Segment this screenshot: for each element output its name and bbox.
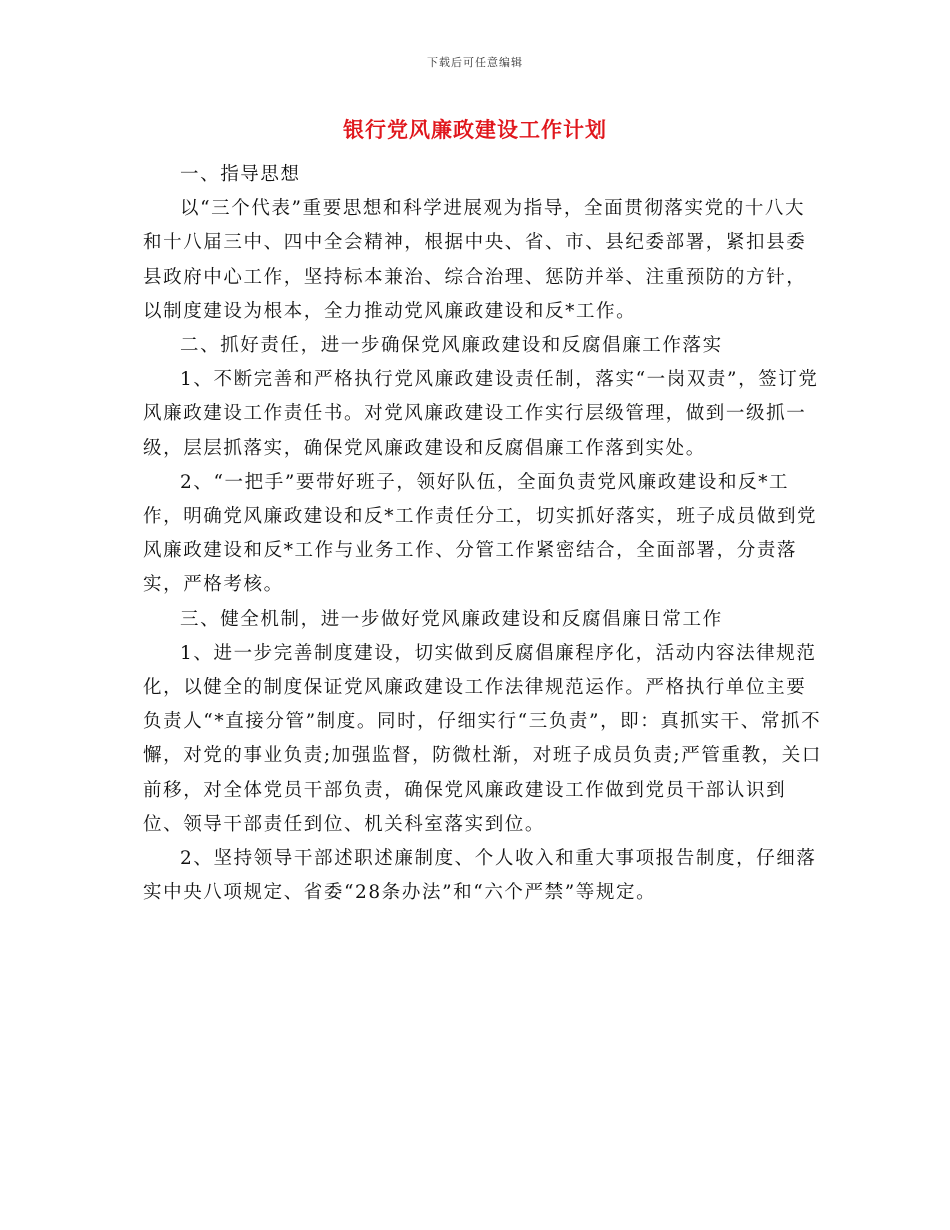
paragraph: 2、坚持领导干部述职述廉制度、个人收入和重大事项报告制度，仔细落实中央八项规定、省委“28条办法”和“六个严禁”等规定。 (143, 848, 817, 904)
document-body (143, 158, 823, 910)
section-heading-responsibility: 二、抓好责任，进一步确保党风廉政建设和反腐倡廉工作落实 (180, 335, 723, 357)
document-title: 银行党风廉政建设工作计划 (343, 117, 607, 142)
paragraph: 2、“一把手”要带好班子，领好队伍，全面负责党风廉政建设和反*工作，明确党风廉政建设和反*工作责任分工，切实抓好落实，班子成员做到党风廉政建设和反*工作与业务工作、分管工作紧密结合，全面部署，分责落实，严格考核。 (143, 471, 818, 596)
paragraph: 1、进一步完善制度建设，切实做到反腐倡廉程序化，活动内容法律规范化，以健全的制度保证党风廉政建设工作法律规范运作。严格执行单位主要负责人“*直接分管”制度。同时，仔细实行“三负责”，即：真抓实干、常抓不懈，对党的事业负责;加强监督，防微杜渐，对班子成员负责;严管重教，关口前移，对全体党员干部负责，确保党风廉政建设工作做到党员干部认识到位、领导干部责任到位、机关科室落实到位。 (143, 642, 822, 835)
section-heading-guiding-ideology: 一、指导思想 (180, 164, 301, 185)
paragraph: 以“三个代表”重要思想和科学进展观为指导，全面贯彻落实党的十八大和十八届三中、四中全会精神，根据中央、省、市、县纪委部署，紧扣县委县政府中心工作，坚持标本兼治、综合治理、惩防并举、注重预防的方针，以制度建设为根本，全力推动党风廉政建设和反*工作。 (143, 198, 807, 322)
paragraph: 1、不断完善和严格执行党风廉政建设责任制，落实“一岗双责”，签订党风廉政建设工作责任书。对党风廉政建设工作实行层级管理，做到一级抓一级，层层抓落实，确保党风廉政建设和反腐倡廉工作落到实处。 (143, 369, 819, 459)
header-note: 下载后可任意编辑 (427, 56, 523, 69)
section-heading-mechanism: 三、健全机制，进一步做好党风廉政建设和反腐倡廉日常工作 (180, 608, 723, 630)
